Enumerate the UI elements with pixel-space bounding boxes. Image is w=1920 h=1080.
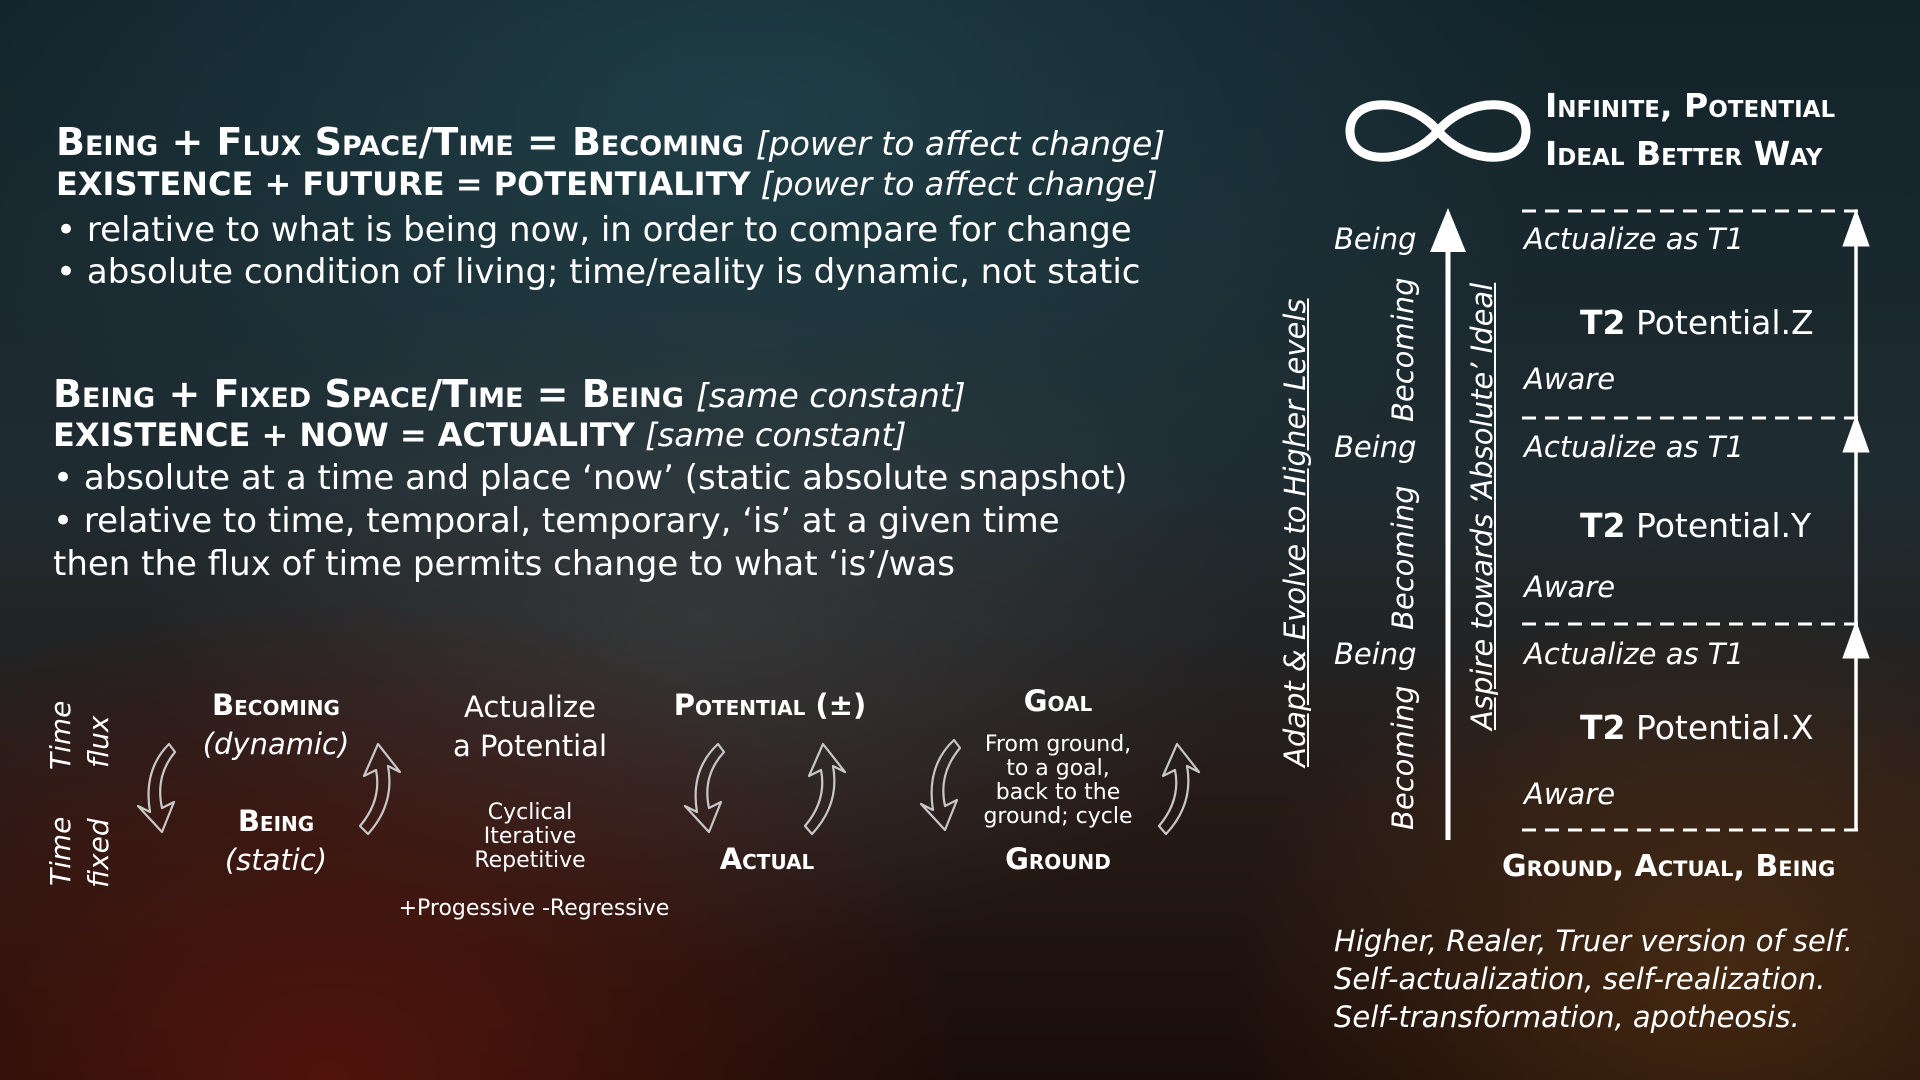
level-up-arrow-head bbox=[1843, 622, 1869, 658]
quote-line: Self-actualization, self-realization. bbox=[1334, 962, 1826, 996]
becoming-subtitle: (dynamic) bbox=[202, 727, 350, 761]
quote-line: Higher, Realer, Truer version of self. bbox=[1334, 924, 1853, 958]
being-label: Being bbox=[1334, 222, 1417, 256]
ladder-header-line: Ideal Better Way bbox=[1545, 134, 1823, 173]
cyclical-line: Cyclical bbox=[487, 800, 573, 825]
cyclical-line: Repetitive bbox=[474, 848, 586, 873]
level-up-arrow-head bbox=[1843, 210, 1869, 246]
quote-line: Self-transformation, apotheosis. bbox=[1334, 1000, 1800, 1034]
progressive-regressive: +Progessive -Regressive bbox=[398, 896, 670, 921]
goal-desc-line: ground; cycle bbox=[983, 804, 1133, 829]
fixed-bullet: then the flux of time permits change to what ‘is’/was bbox=[53, 544, 955, 584]
being-title: Being bbox=[237, 804, 315, 838]
flux-bullet: • absolute condition of living; time/reality is dynamic, not static bbox=[56, 252, 1141, 292]
actualize-line: a Potential bbox=[452, 729, 608, 763]
aware-label: Aware bbox=[1524, 777, 1616, 811]
becoming-label: Becoming bbox=[1386, 277, 1420, 422]
goal-desc-line: From ground, bbox=[984, 732, 1132, 757]
potentiality-equation-bracket: [power to affect change] bbox=[760, 165, 1158, 203]
time-fixed-label-fixed: fixed bbox=[82, 818, 115, 888]
time-flux-label-time: Time bbox=[44, 700, 77, 770]
flux-equation-main: Being + Flux Space/Time = Becoming bbox=[56, 120, 744, 164]
level-up-arrow-head bbox=[1843, 416, 1869, 452]
ground-title: Ground bbox=[1005, 842, 1111, 876]
actuality-equation-bracket: [same constant] bbox=[645, 416, 907, 454]
fixed-bullet: • absolute at a time and place ‘now’ (static absolute snapshot) bbox=[53, 458, 1128, 498]
potential-level-x bbox=[1580, 708, 1814, 747]
potential-name: Potential.Y bbox=[1625, 506, 1812, 545]
adapt-evolve-label: Adapt & Evolve to Higher Levels bbox=[1278, 298, 1312, 767]
being-label: Being bbox=[1334, 637, 1417, 671]
potential-title: Potential (±) bbox=[673, 688, 867, 722]
potential-name: Potential.Z bbox=[1625, 303, 1814, 342]
aspire-ideal-label: Aspire towards ‘Absolute’ Ideal bbox=[1465, 282, 1499, 730]
actualize-label: Actualize as T1 bbox=[1524, 222, 1744, 256]
t2-label: T2 bbox=[1580, 708, 1626, 747]
goal-title: Goal bbox=[1023, 684, 1093, 718]
flux-bullet: • relative to what is being now, in order to compare for change bbox=[56, 210, 1132, 250]
being-subtitle: (static) bbox=[224, 843, 328, 877]
flux-equation-bracket: [power to affect change] bbox=[755, 124, 1166, 163]
actuality-equation-main: EXISTENCE + NOW = ACTUALITY bbox=[53, 416, 635, 454]
becoming-label: Becoming bbox=[1386, 685, 1420, 830]
becoming-label: Becoming bbox=[1386, 485, 1420, 630]
cyclical-line: Iterative bbox=[483, 824, 577, 849]
aware-label: Aware bbox=[1524, 362, 1616, 396]
potential-level-y bbox=[1580, 506, 1811, 545]
goal-desc-line: back to the bbox=[995, 780, 1121, 805]
aware-label: Aware bbox=[1524, 570, 1616, 604]
ladder-footer: Ground, Actual, Being bbox=[1502, 849, 1836, 884]
fixed-equation-main: Being + Fixed Space/Time = Being bbox=[53, 372, 684, 416]
potential-name: Potential.X bbox=[1625, 708, 1814, 747]
actualize-label: Actualize as T1 bbox=[1524, 430, 1744, 464]
ladder-header-line: Infinite, Potential bbox=[1545, 86, 1836, 125]
being-label: Being bbox=[1334, 430, 1417, 464]
becoming-title: Becoming bbox=[212, 688, 340, 722]
goal-desc-line: to a goal, bbox=[1006, 756, 1110, 781]
time-fixed-label-time: Time bbox=[44, 816, 77, 886]
actual-title: Actual bbox=[719, 842, 815, 876]
fixed-bullet: • relative to time, temporal, temporary, ‘is’ at a given time bbox=[53, 501, 1060, 541]
t2-label: T2 bbox=[1580, 303, 1626, 342]
actualize-label: Actualize as T1 bbox=[1524, 637, 1744, 671]
potential-level-z bbox=[1580, 303, 1814, 342]
time-flux-label-flux: flux bbox=[82, 715, 115, 768]
actualize-line: Actualize bbox=[464, 690, 596, 724]
t2-label: T2 bbox=[1580, 506, 1626, 545]
potentiality-equation-main: EXISTENCE + FUTURE = POTENTIALITY bbox=[56, 165, 751, 203]
infinity-icon bbox=[1350, 105, 1526, 158]
fixed-equation-bracket: [same constant] bbox=[696, 376, 966, 415]
main-up-arrow-head bbox=[1430, 208, 1466, 252]
